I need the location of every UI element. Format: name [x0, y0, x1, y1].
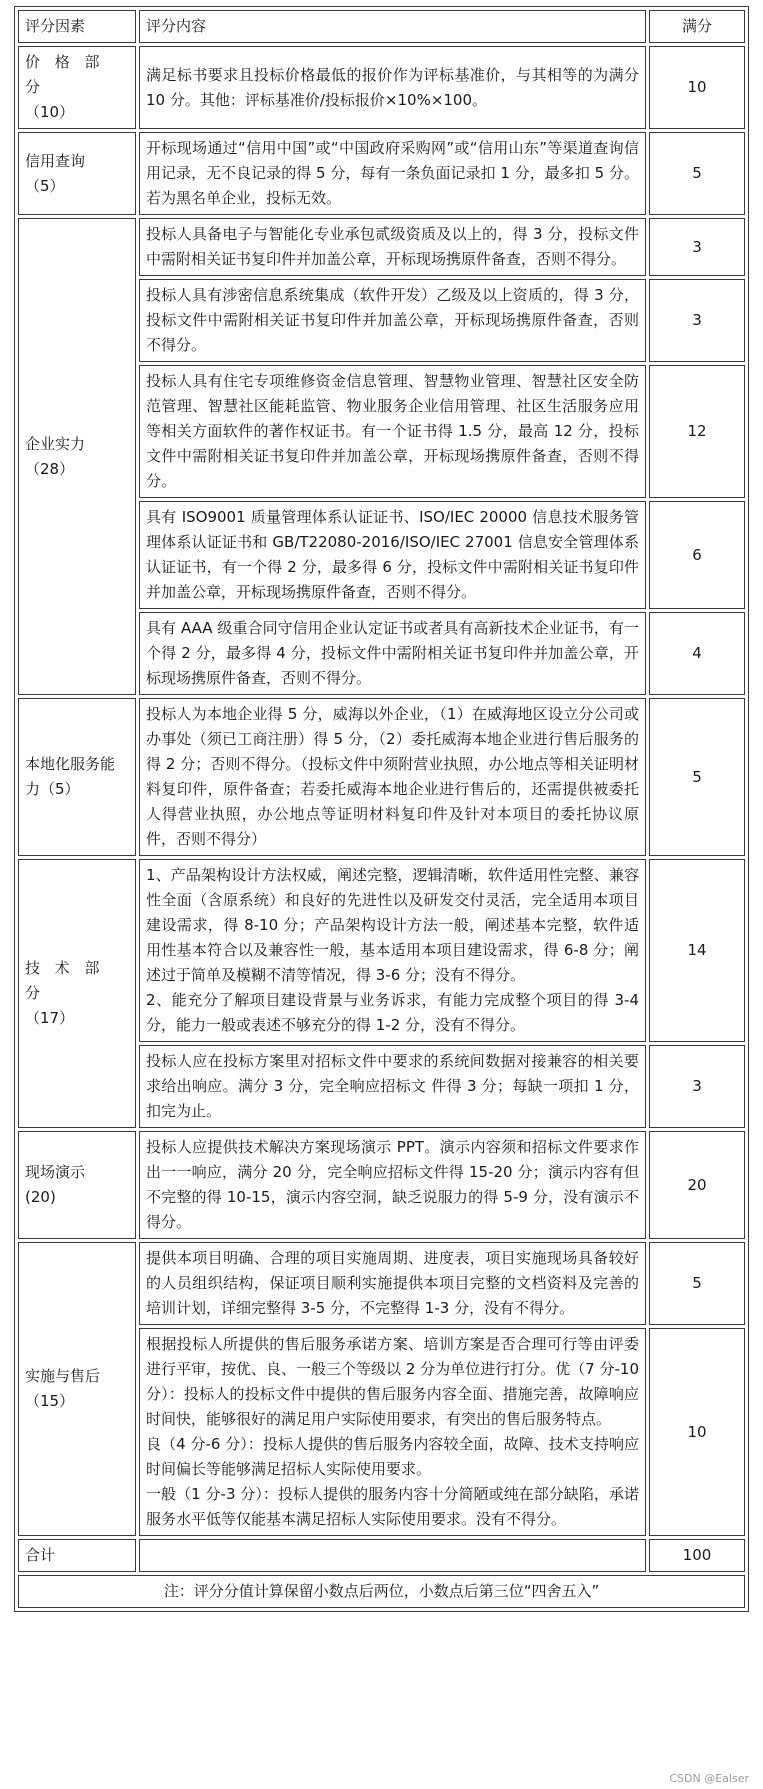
content-cell: [139, 1328, 646, 1536]
content-cell: 提供本项目明确、合理的项目实施周期、进度表，项目实施现场具备较好的人员组织结构，保证项目顺利实施提供本项目完整的文档资料及完善的培训计划，详细完整得 3-5 分，不完整得 1-3 分，没有不得分。: [139, 1242, 646, 1325]
factor-name: 价 格 部 分: [25, 53, 115, 96]
total-score: 100: [649, 1539, 745, 1572]
table-row: [18, 859, 745, 1042]
score-cell: 4: [649, 612, 745, 695]
total-row: [18, 1539, 745, 1572]
factor-total: （17）: [25, 1009, 75, 1027]
score-cell: 14: [649, 859, 745, 1042]
content-cell: 开标现场通过“信用中国”或“中国政府采购网”或“信用山东”等渠道查询信用记录，无不良记录的得 5 分，每有一条负面记录扣 1 分，最多扣 5 分。若为黑名单企业，投标无效。: [139, 132, 646, 215]
content-cell: [139, 859, 646, 1042]
score-cell: 12: [649, 365, 745, 498]
content-paragraph: 良（4 分-6 分）：投标人提供的售后服务内容较全面，故障、技术支持响应时间偏长等能够满足招标人实际使用要求。: [146, 1435, 639, 1478]
table-row: [18, 46, 745, 129]
header-content: 评分内容: [139, 10, 646, 43]
content-paragraph: 1、产品架构设计方法权威，阐述完整，逻辑清晰，软件适用性完整、兼容性全面（含原系统）和良好的先进性以及研发交付灵活，完全适用本项目建设需求，得 8-10 分；产品架构设计方法一般，阐述基本完整，软件适用性基本符合以及兼容性一般，基本适用本项目建设需求，得 6-8 分；阐述过于简单及模糊不清等情况，得 3-6 分；没有不得分。: [146, 866, 639, 984]
content-cell: 具有 AAA 级重合同守信用企业认定证书或者具有高新技术企业证书，有一个得 2 分，最多得 4 分，投标文件中需附相关证书复印件并加盖公章，开标现场携原件备查，否则不得分。: [139, 612, 646, 695]
content-cell: 投标人应提供技术解决方案现场演示 PPT。演示内容须和招标文件要求作出一一响应，满分 20 分，完全响应招标文件得 15-20 分；演示内容有但不完整的得 10-15，演示内容空洞，缺乏说服力的得 5-9 分，没有演示不得分。: [139, 1131, 646, 1239]
table-row: [18, 1131, 745, 1239]
score-cell: 3: [649, 1045, 745, 1128]
score-cell: 3: [649, 218, 745, 276]
factor-total: （10）: [25, 103, 75, 121]
total-label: 合计: [18, 1539, 136, 1572]
content-cell: 具有 ISO9001 质量管理体系认证证书、ISO/IEC 20000 信息技术服务管理体系认证证书和 GB/T22080-2016/ISO/IEC 27001 信息安全管理体系认证证书，有一个得 2 分，最多得 6 分，投标文件中需附相关证书复印件并加盖公章，开标现场携原件备查，否则不得分。: [139, 501, 646, 609]
table-row: [18, 218, 745, 276]
content-paragraph: 2、能充分了解项目建设背景与业务诉求，有能力完成整个项目的得 3-4 分，能力一般或表述不够充分的得 1-2 分，没有不得分。: [146, 991, 644, 1034]
scoring-table-frame: [14, 6, 749, 1612]
score-cell: 10: [649, 46, 745, 129]
factor-name: 技 术 部 分: [25, 959, 115, 1002]
score-cell: 5: [649, 698, 745, 856]
watermark: CSDN @Ealser: [669, 1772, 749, 1785]
header-row: [18, 10, 745, 43]
score-cell: 5: [649, 132, 745, 215]
score-cell: 3: [649, 279, 745, 362]
factor-name: 实施与售后: [25, 1367, 101, 1385]
header-score: 满分: [649, 10, 745, 43]
scoring-table: [14, 6, 749, 1612]
factor-implementation: [18, 1242, 136, 1536]
content-cell: 投标人具有住宅专项维修资金信息管理、智慧物业管理、智慧社区安全防范管理、智慧社区能耗监管、物业服务企业信用管理、社区生活服务应用等相关方面软件的著作权证书。有一个证书得 1.5 分，最高 12 分，投标文件中需附相关证书复印件并加盖公章，开标现场携原件备查，否则不得分。: [139, 365, 646, 498]
factor-strength: [18, 218, 136, 695]
note-row: [18, 1575, 745, 1608]
table-row: [18, 1242, 745, 1325]
table-row: [18, 132, 745, 215]
factor-credit: [18, 132, 136, 215]
content-cell: 投标人具有涉密信息系统集成（软件开发）乙级及以上资质的，得 3 分，投标文件中需附相关证书复印件并加盖公章，开标现场携原件备查，否则不得分。: [139, 279, 646, 362]
note-text: 注：评分分值计算保留小数点后两位，小数点后第三位“四舍五入”: [18, 1575, 745, 1608]
score-cell: 5: [649, 1242, 745, 1325]
factor-name: 信用查询: [25, 151, 86, 170]
factor-total: （5）: [25, 176, 65, 195]
header-factor: 评分因素: [18, 10, 136, 43]
total-content: [139, 1539, 646, 1572]
factor-demo: [18, 1131, 136, 1239]
factor-total: （15）: [25, 1392, 75, 1410]
factor-localization: 本地化服务能力（5）: [18, 698, 136, 856]
factor-total: (20): [25, 1188, 56, 1206]
factor-name: 现场演示: [25, 1163, 86, 1181]
factor-price: [18, 46, 136, 129]
score-cell: 6: [649, 501, 745, 609]
score-cell: 10: [649, 1328, 745, 1536]
table-row: [18, 698, 745, 856]
content-paragraph: 根据投标人所提供的售后服务承诺方案、培训方案是否合理可行等由评委进行平审，按优、良、一般三个等级以 2 分为单位进行打分。优（7 分-10 分）：投标人的投标文件中提供的售后服务内容全面、措施完善，故障响应时间快，能够很好的满足用户实际使用要求，有突出的售后服务特点。: [146, 1335, 644, 1428]
score-cell: 20: [649, 1131, 745, 1239]
factor-total: （28）: [25, 459, 75, 478]
content-cell: 投标人具备电子与智能化专业承包贰级资质及以上的，得 3 分，投标文件中需附相关证书复印件并加盖公章，开标现场携原件备查，否则不得分。: [139, 218, 646, 276]
content-cell: 投标人应在投标方案里对招标文件中要求的系统间数据对接兼容的相关要求给出响应。满分 3 分，完全响应招标文 件得 3 分；每缺一项扣 1 分，扣完为止。: [139, 1045, 646, 1128]
factor-technical: [18, 859, 136, 1128]
content-cell: 投标人为本地企业得 5 分，威海以外企业，（1）在威海地区设立分公司或办事处（须已工商注册）得 5 分，（2）委托威海本地企业进行售后服务的得 2 分；否则不得分。（投标文件中须附营业执照，办公地点等相关证明材料复印件，原件备查；若委托威海本地企业进行售后的，还需提供被委托人得营业执照，办公地点等证明材料复印件及针对本项目的委托协议原件，否则不得分）: [139, 698, 646, 856]
factor-name: 企业实力: [25, 434, 86, 453]
content-paragraph: 一般（1 分-3 分）：投标人提供的服务内容十分简陋或纯在部分缺陷，承诺服务水平低等仅能基本满足招标人实际使用要求。没有不得分。: [146, 1485, 639, 1528]
content-cell: 满足标书要求且投标价格最低的报价作为评标基准价，与其相等的为满分 10 分。其他：评标基准价/投标报价×10%×100。: [139, 46, 646, 129]
